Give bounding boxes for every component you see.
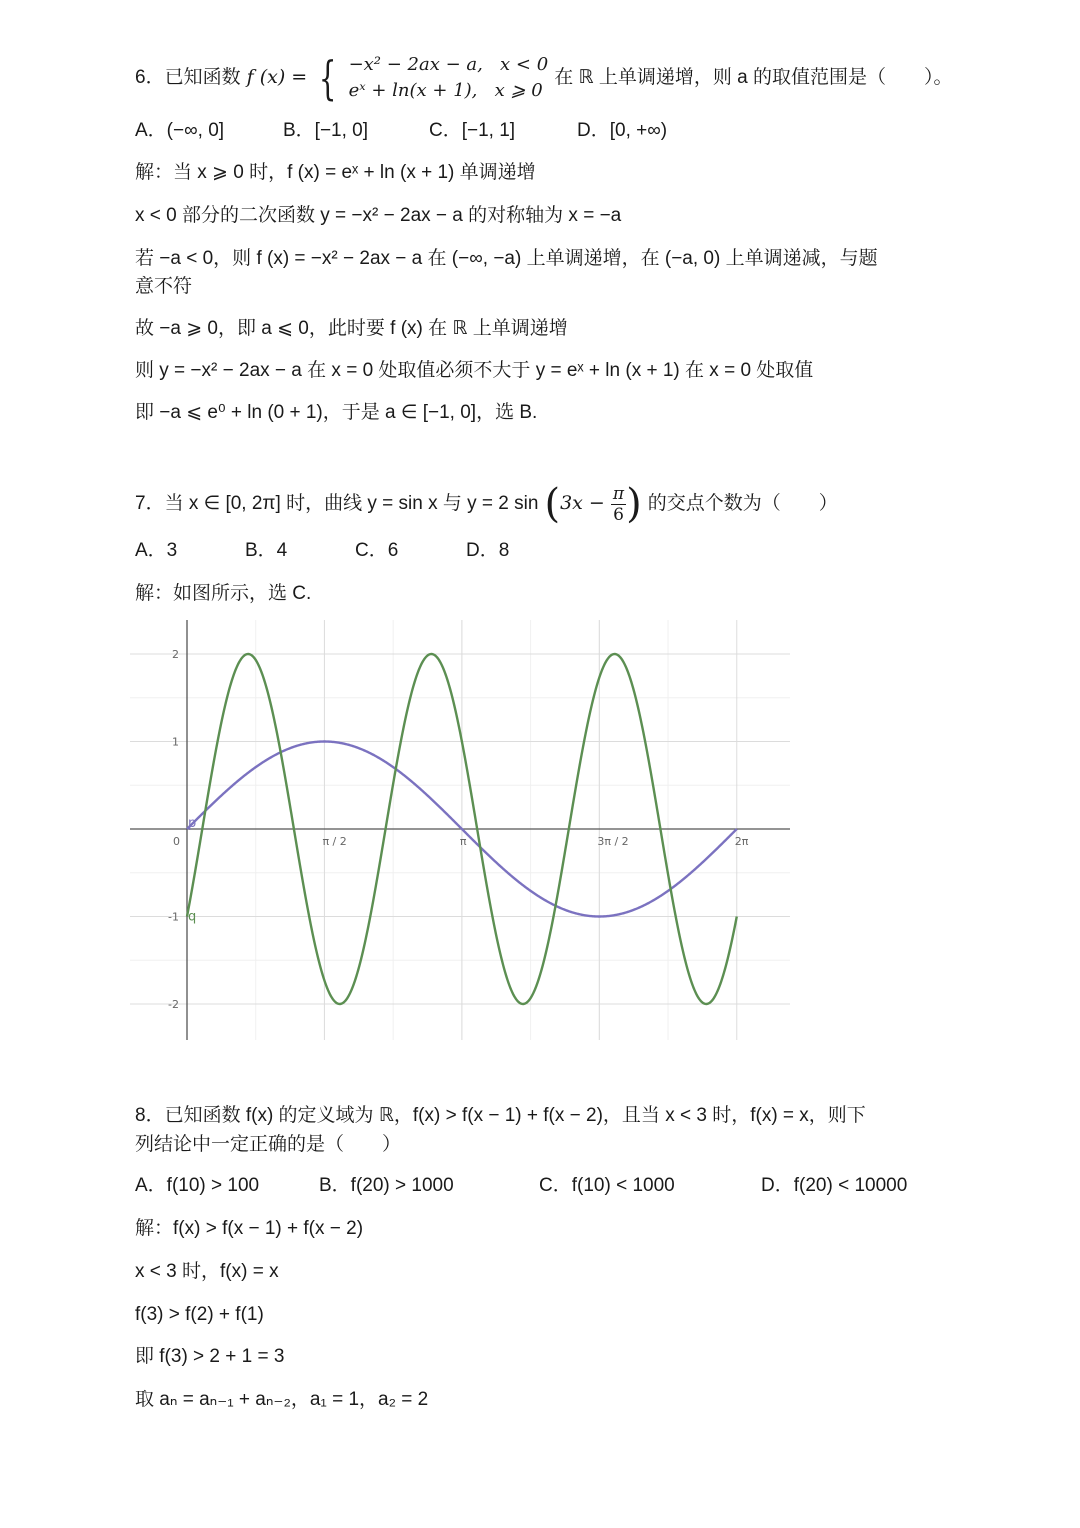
q8-solution-line: 取 aₙ = aₙ₋₁ + aₙ₋₂，a₁ = 1，a₂ = 2 [135, 1389, 429, 1410]
x-tick-label: 3π / 2 [597, 835, 629, 848]
q6-function-name: f (x) = [246, 66, 308, 88]
q8-option-b: B．f(20) > 1000 [319, 1175, 454, 1196]
q7-options [135, 538, 509, 564]
q8-solution-line: f(3) > f(2) + f(1) [135, 1304, 264, 1325]
left-paren-icon: ( [544, 481, 561, 527]
q6-solution-line: 意不符 [135, 276, 193, 297]
q7-inner-expression: 3x − [560, 492, 605, 514]
q6-piece-2: eˣ + ln(x + 1), [348, 80, 478, 101]
q6-solution-line: 即 −a ⩽ e⁰ + ln (0 + 1)，于是 a ∈ [−1, 0]，选 B. [135, 402, 538, 423]
q6-piecewise [313, 52, 548, 104]
y-tick-label: 1 [172, 735, 179, 749]
q7-stem [135, 478, 838, 529]
x-tick-label: 0 [173, 835, 180, 848]
q7-option-c: C．6 [355, 540, 399, 561]
q6-stem-prefix: 6．已知函数 [135, 67, 241, 88]
q7-fraction [611, 484, 626, 525]
brace-icon: { [319, 51, 337, 105]
y-tick-label: 2 [172, 648, 179, 661]
x-tick-label: π [459, 835, 467, 848]
y-tick-label: -1 [168, 910, 179, 924]
q7-fraction-numerator: π [612, 483, 625, 504]
q8-solution-line: 解：f(x) > f(x − 1) + f(x − 2) [135, 1218, 364, 1239]
q6-option-b: B．[−1, 0] [283, 120, 369, 141]
function-graph [130, 620, 795, 1040]
q6-solution-line: 若 −a < 0，则 f (x) = −x² − 2ax − a 在 (−∞, −a) 上单调递增，在 (−a, 0) 上单调递减，与题 [135, 248, 878, 269]
q8-option-c: C．f(10) < 1000 [539, 1175, 675, 1196]
q7-option-d: D．8 [466, 540, 510, 561]
q6-solution-line: 解：当 x ⩾ 0 时，f (x) = eˣ + ln (x + 1) 单调递增 [135, 162, 536, 183]
q7-stem-prefix: 7．当 x ∈ [0, 2π] 时，曲线 y = sin x 与 y = 2 sin [135, 493, 539, 514]
q6-condition-2: x ⩾ 0 [494, 80, 543, 101]
q6-solution-line: 故 −a ⩾ 0，即 a ⩽ 0，此时要 f (x) 在 ℝ 上单调递增 [135, 318, 568, 339]
x-tick-label: 2π [734, 835, 749, 848]
q8-stem-line-1: 8．已知函数 f(x) 的定义域为 ℝ，f(x) > f(x − 1) + f(x − 2)，且当 x < 3 时，f(x) = x，则下 [135, 1105, 866, 1126]
q6-condition-1: x < 0 [500, 54, 549, 75]
q8-solution-line: 即 f(3) > 2 + 1 = 3 [135, 1346, 285, 1367]
q7-option-a: A．3 [135, 540, 178, 561]
q7-option-b: B．4 [245, 540, 288, 561]
y-tick-label: -2 [168, 998, 179, 1011]
q6-stem [135, 52, 952, 104]
point-label-p: p [188, 816, 197, 831]
q8-option-d: D．f(20) < 10000 [761, 1175, 908, 1196]
q8-stem-line-2: 列结论中一定正确的是（ ） [135, 1134, 402, 1155]
q6-option-a: A．(−∞, 0] [135, 120, 225, 141]
q7-stem-suffix: 的交点个数为（ ） [647, 493, 838, 514]
q7-fraction-denominator: 6 [613, 504, 624, 525]
q6-solution-line: 则 y = −x² − 2ax − a 在 x = 0 处取值必须不大于 y = eˣ + ln (x + 1) 在 x = 0 处取值 [135, 360, 814, 381]
q6-options [135, 118, 667, 144]
q8-solution-line: x < 3 时，f(x) = x [135, 1261, 279, 1282]
q6-solution-line: x < 0 部分的二次函数 y = −x² − 2ax − a 的对称轴为 x = −a [135, 205, 622, 226]
q8-option-a: A．f(10) > 100 [135, 1175, 260, 1196]
q6-option-d: D．[0, +∞) [577, 120, 668, 141]
right-paren-icon: ) [626, 481, 642, 527]
q6-option-c: C．[−1, 1] [429, 120, 516, 141]
q7-solution-line: 解：如图所示，选 C. [135, 583, 312, 604]
q6-piece-1: −x² − 2ax − a, [348, 54, 483, 75]
q6-stem-suffix: 在 ℝ 上单调递增，则 a 的取值范围是（ ）。 [554, 67, 953, 88]
x-tick-label: π / 2 [322, 835, 347, 848]
q8-options [135, 1173, 907, 1199]
point-label-q: q [188, 909, 197, 925]
